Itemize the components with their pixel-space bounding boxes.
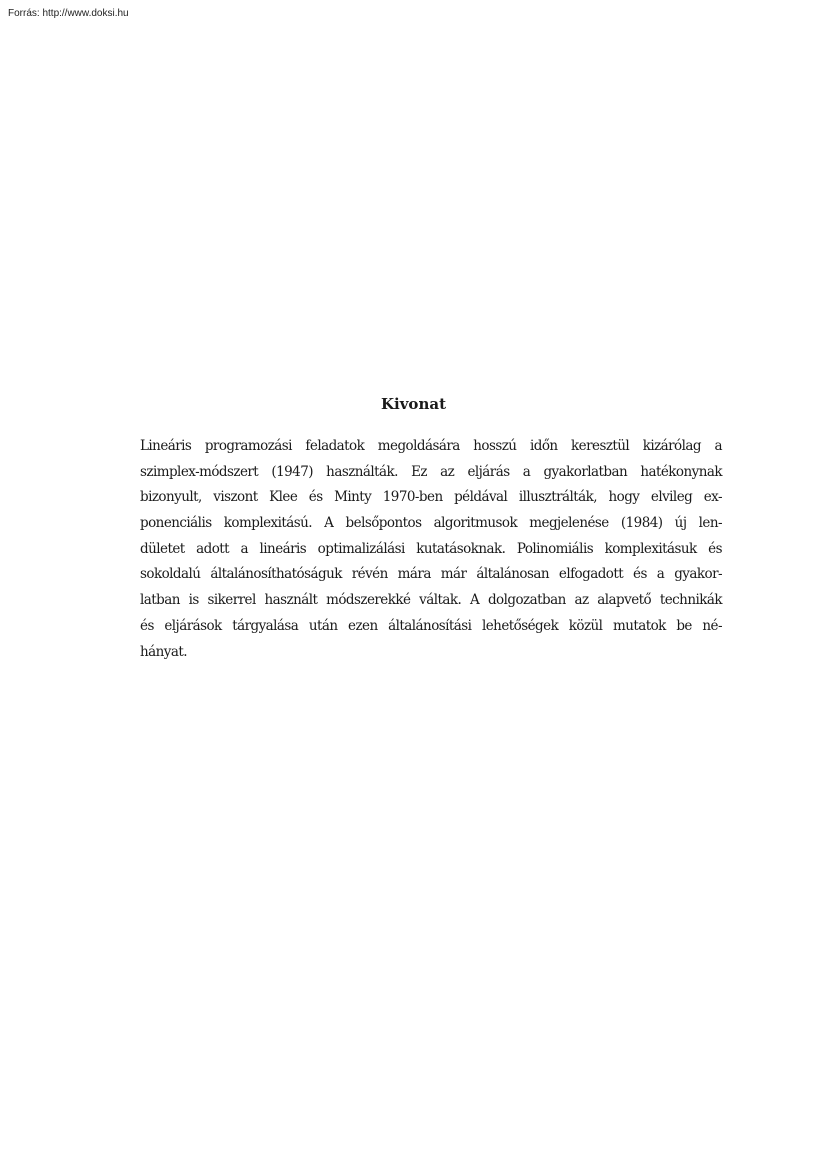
abstract-line: bizonyult, viszont Klee és Minty 1970-ben példával illusztrálták, hogy elvileg ex- xyxy=(140,489,722,506)
abstract-body xyxy=(140,434,722,665)
abstract-line: és eljárások tárgyalása után ezen általánosítási lehetőségek közül mutatok be né- xyxy=(140,617,722,634)
abstract-line: sokoldalú általánosíthatóságuk révén mára már általánosan elfogadott és a gyakor- xyxy=(140,566,722,583)
abstract-title: Kivonat xyxy=(380,395,446,413)
abstract-line: dületet adott a lineáris optimalizálási kutatásoknak. Polinomiális komplexitásuk és xyxy=(140,540,722,557)
abstract-line: Lineáris programozási feladatok megoldására hosszú időn keresztül kizárólag a xyxy=(140,438,722,454)
source-note: Forrás: http://www.doksi.hu xyxy=(8,8,129,19)
abstract-line: latban is sikerrel használt módszerekké váltak. A dolgozatban az alapvető technikák xyxy=(140,592,722,609)
abstract-line: hányat. xyxy=(140,643,187,660)
abstract-line: ponenciális komplexitású. A belsőpontos algoritmusok megjelenése (1984) új len- xyxy=(140,515,722,532)
abstract-line: szimplex-módszert (1947) használták. Ez az eljárás a gyakorlatban hatékonynak xyxy=(140,463,722,480)
